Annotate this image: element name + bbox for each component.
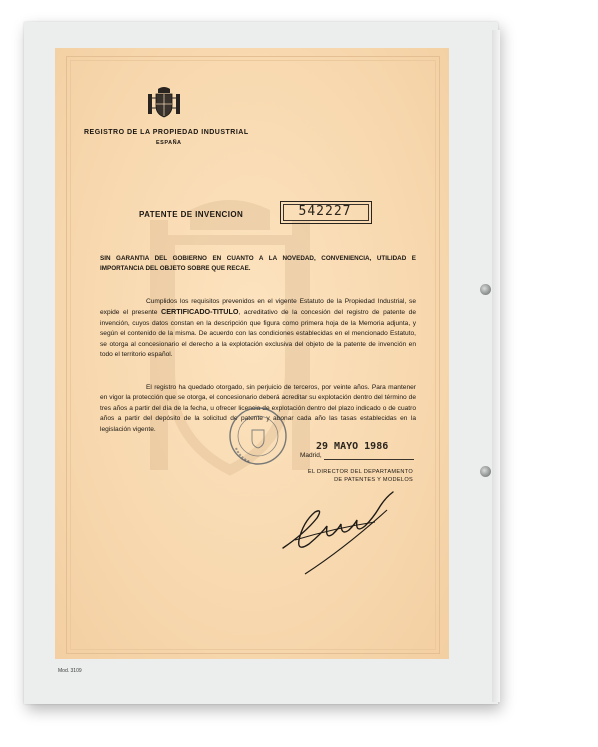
- spanish-coat-of-arms-icon: [146, 86, 182, 120]
- grant-text-a: Cumplidos los requisitos prevenidos en el vigente Estatuto de la Propiedad Industrial, se expide el presente: [100, 298, 416, 317]
- grant-paragraph: [100, 297, 416, 360]
- patent-label: PATENTE DE INVENCION: [139, 210, 244, 219]
- official-seal-icon: [226, 404, 290, 468]
- director-line-2: DE PATENTES Y MODELOS: [334, 476, 413, 483]
- punch-hole-icon: [480, 284, 491, 295]
- director-line-1: EL DIRECTOR DEL DEPARTAMENTO: [307, 469, 413, 475]
- terms-paragraph: El registro ha quedado otorgado, sin perjuicio de terceros, por veinte años. Para mantener en vigor la protección que se otorga, el concesionario deberá acreditar su explotación dentro del término de tres años a partir del día de la fecha, u ofrecer licencia de explotación dentro del plazo indicado o de cuatro años a partir del depósito de la solicitud de patente y abonar cada año las tasas establecidas en la legislación vigente.: [100, 384, 416, 433]
- handwritten-signature: [275, 478, 405, 578]
- certificate-title: CERTIFICADO-TITULO: [161, 307, 239, 317]
- patent-number: 542227: [298, 204, 352, 219]
- date-line: [324, 459, 414, 460]
- grant-date: 29 MAYO 1986: [316, 441, 389, 452]
- place-name: Madrid,: [300, 452, 322, 459]
- registry-name: REGISTRO DE LA PROPIEDAD INDUSTRIAL: [84, 129, 249, 136]
- disclaimer-text: SIN GARANTIA DEL GOBIERNO EN CUANTO A LA NOVEDAD, CONVENIENCIA, UTILIDAD E IMPORTANCIA DEL OBJETO SOBRE QUE RECAE.: [100, 255, 416, 272]
- grant-text-b: , acreditativo de la concesión del registro de patente de invención, cuyos datos constan en la descripción que figura como primera hoja de la Memoria adjunta, y según el contenido de la misma. De acuerdo con las condiciones establecidas en el mencionado Estatuto, se otorga al concesionario el derecho a la explotación exclusiva del objeto de la patente de invención en todo el territorio español.: [100, 309, 417, 359]
- punch-hole-icon: [480, 466, 491, 477]
- sheet-edge: [492, 30, 500, 702]
- country-name: ESPAÑA: [156, 140, 182, 146]
- form-code: Mod. 3109: [58, 668, 82, 674]
